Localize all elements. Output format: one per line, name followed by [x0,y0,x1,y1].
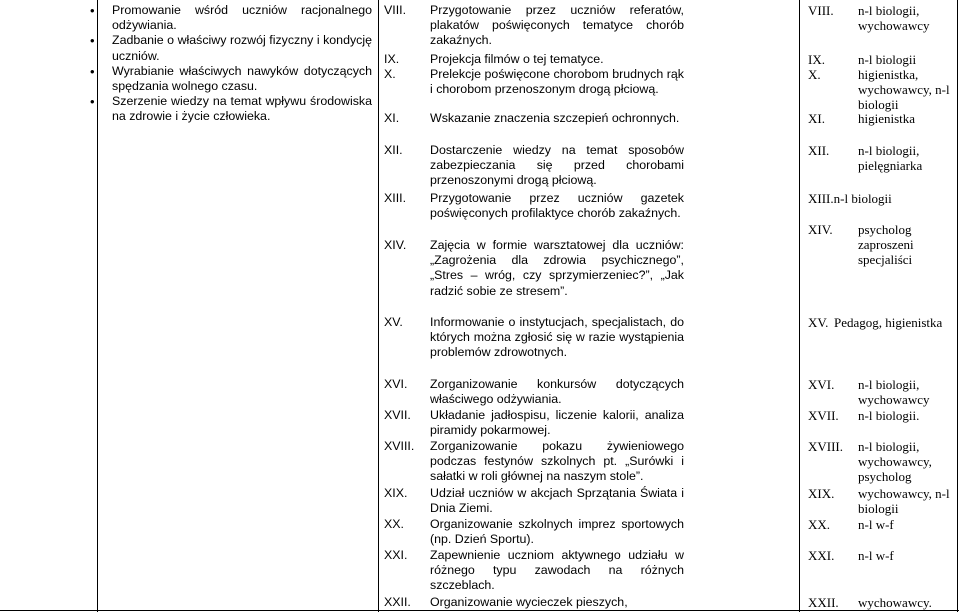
task-number: VIII. [384,3,407,17]
objectives-list [112,3,372,125]
table-border-col2 [799,0,800,612]
objective-item: • Zadbanie o właściwy rozwój fizyczny i kondycję uczniów. [112,33,372,63]
task-number: XIII. [384,191,407,205]
responsible-text: psycholog zaproszeni specjaliści [858,222,914,268]
task-text: Układanie jadłospisu, liczenie kalorii, analiza piramidy pokarmowej. [430,408,684,438]
responsible-text: higienistka, wychowawcy, n-l biologii [858,67,950,113]
responsible-text: wychowawcy. [858,595,932,610]
responsible-text [808,191,892,206]
responsible-text: n-l biologii. [858,408,920,423]
task-text: Udział uczniów w akcjach Sprzątania Świata i Dnia Ziemi. [430,486,684,516]
task-text: Zapewnienie uczniom aktywnego udziału w różnego typu zawodach na różnych szczeblach. [430,548,684,593]
task-text: Dostarczenie wiedzy na temat sposobów zabezpieczania się przed chorobami przenoszonymi drogą płciową. [430,143,684,188]
task-number: XII. [384,143,403,157]
task-number: IX. [384,52,400,66]
task-text: Informowanie o instytucjach, specjalistach, do których można zgłosić się w razie wystąpienia problemów zdrowotnych. [430,315,684,360]
task-number: XVII. [384,408,411,422]
task-number: X. [384,67,396,81]
task-text: Przygotowanie przez uczniów referatów, plakatów poświęconych tematyce chorób zakaźnych. [430,3,684,48]
objective-item: • Wyrabianie właściwych nawyków dotyczących spędzania wolnego czasu. [112,64,372,94]
responsible-number: XVIII. [808,439,844,454]
objective-item: • Szerzenie wiedzy na temat wpływu środowiska na zdrowie i życie człowieka. [112,94,372,124]
responsible-text: n-l biologii, wychowawcy [858,377,930,408]
table-border-right [957,0,958,612]
responsible-text: Pedagog, higienistka [834,315,943,330]
table-border-left [97,0,98,612]
responsible-text-inline: n-l biologii [833,191,892,206]
responsible-text: n-l biologii [858,52,917,67]
task-number: XXII. [384,595,411,609]
task-number: XI. [384,111,400,125]
responsible-number: VIII. [808,3,834,18]
task-text: Projekcja filmów o tej tematyce. [430,52,604,66]
responsible-number: IX. [808,52,825,67]
task-number: XX. [384,517,404,531]
responsible-number: XIV. [808,222,833,237]
objective-item: • Promowanie wśród uczniów racjonalnego odżywiania. [112,3,372,33]
task-text: Przygotowanie przez uczniów gazetek poświęconych profilaktyce chorób zakaźnych. [430,191,684,221]
task-text: Zorganizowanie konkursów dotyczących właściwego odżywiania. [430,377,684,407]
responsible-number: XV. [808,315,829,330]
responsible-row [808,191,956,206]
task-number: XVI. [384,377,408,391]
responsible-number: XIX. [808,486,835,501]
task-text: Zorganizowanie pokazu żywieniowego podczas festynów szkolnych pt. „Surówki i sałatki w roli głównej na naszym stole”. [430,439,684,484]
responsible-number: XX. [808,517,831,532]
responsible-number: XVII. [808,408,839,423]
table-border-col1 [378,0,379,612]
responsible-number: XII. [808,143,830,158]
responsible-text: n-l biologii, pielęgniarka [858,143,923,174]
responsible-text: wychowawcy, n-l biologii [858,486,950,517]
responsible-number: X. [808,67,821,82]
task-text: Zajęcia w formie warsztatowej dla uczniów: „Zagrożenia dla zdrowia psychicznego”, „Stres – wróg, czy sprzymierzeniec?”, „Jak radzić sobie ze stresem”. [430,238,684,298]
responsible-text: n-l w-f [858,517,894,532]
responsible-text: n-l biologii, wychowawcy, psycholog [858,439,932,485]
responsible-number: XI. [808,111,825,126]
responsible-text: n-l biologii, wychowawcy [858,3,930,34]
responsible-number: XVI. [808,377,835,392]
task-number: XV. [384,315,403,329]
task-text: Organizowanie szkolnych imprez sportowych (np. Dzień Sportu). [430,517,684,547]
task-number: XVIII. [384,439,415,453]
task-number: XXI. [384,548,408,562]
task-text: Prelekcje poświęcone chorobom brudnych rąk i chorobom przenoszonym drogą płciową. [430,67,684,97]
task-text: Wskazanie znaczenia szczepień ochronnych. [430,111,680,125]
objectives-cell [112,3,372,125]
responsible-number: XXI. [808,548,835,563]
responsible-number: XXII. [808,595,839,610]
responsible-number: XIII. [808,191,834,206]
task-number: XIV. [384,238,407,252]
responsible-text: n-l w-f [858,548,894,563]
task-text: Organizowanie wycieczek pieszych, [430,595,628,609]
responsible-text: higienistka [858,111,916,126]
task-number: XIX. [384,486,408,500]
